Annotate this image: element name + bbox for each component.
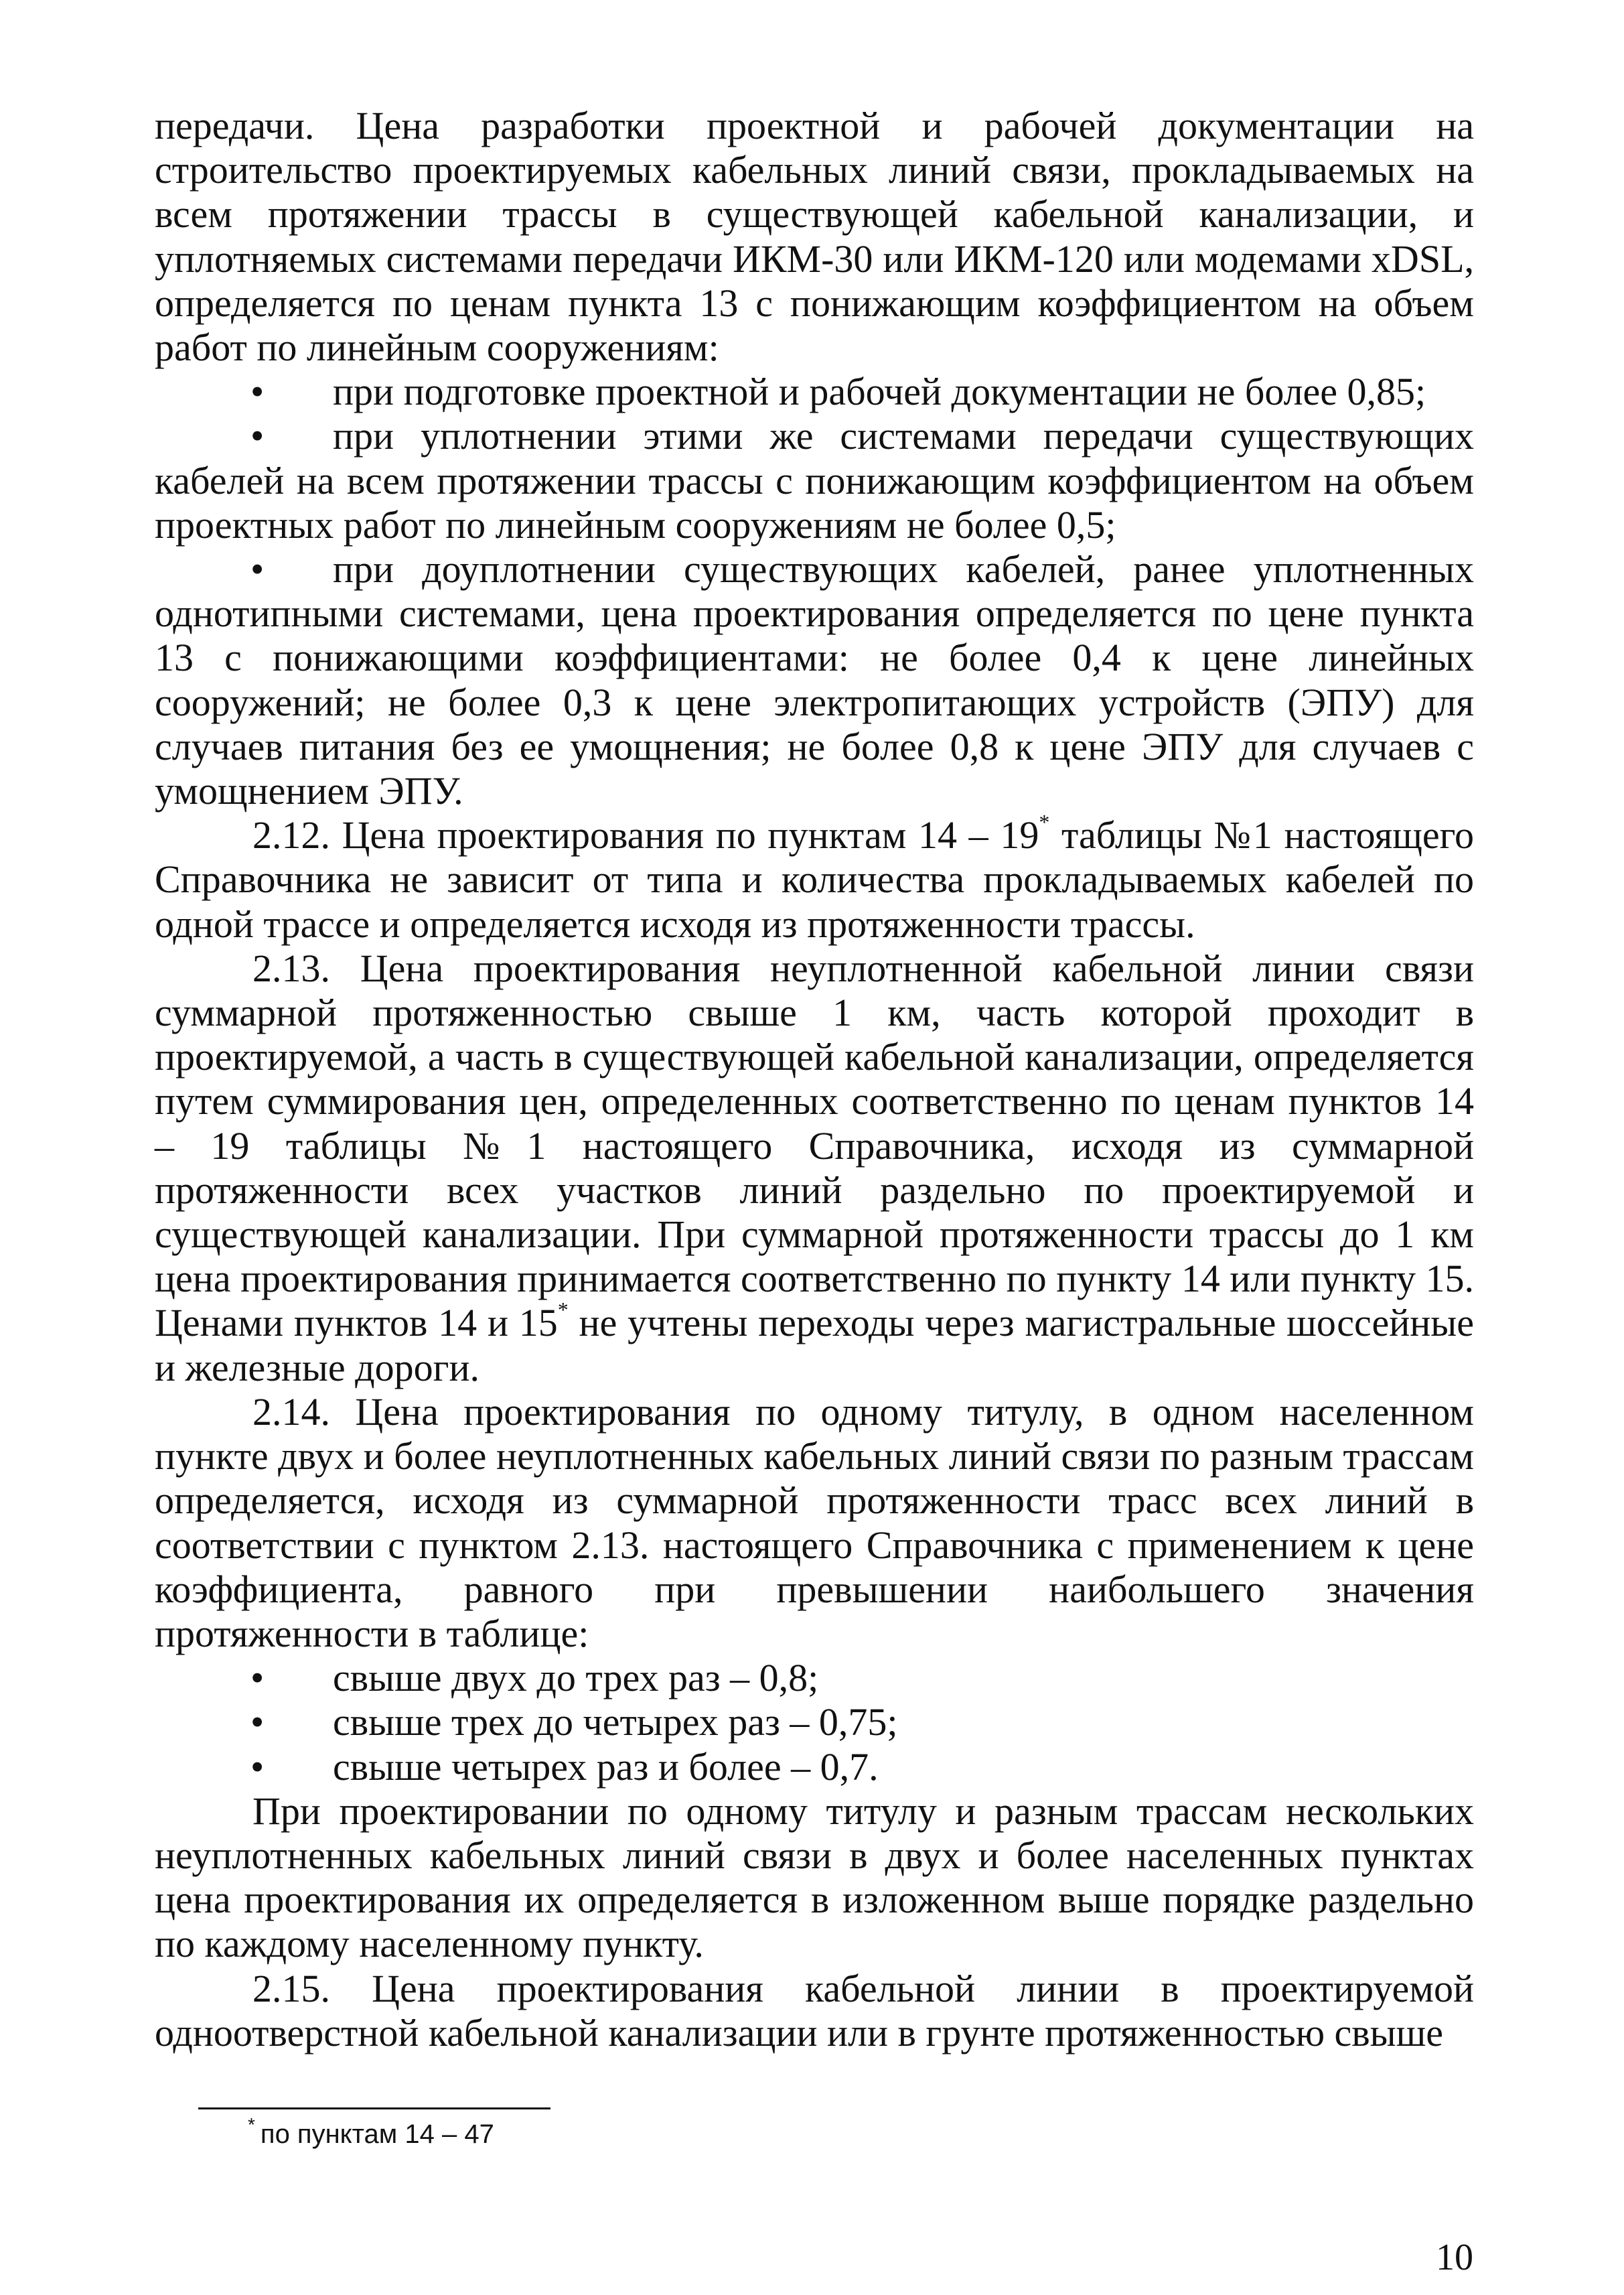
page-number: 10 — [1436, 2237, 1473, 2278]
paragraph — [155, 809, 1475, 947]
paragraph-text: 2.15. Цена проектирования кабельной линии в проектируемой одноотверстной кабельной канализации или в грунте протяженностью свыше — [155, 1966, 1474, 2055]
paragraph — [155, 947, 1474, 1390]
bullet-mark: • — [250, 547, 265, 592]
paragraph — [155, 1967, 1474, 2055]
bullet-item — [155, 414, 1474, 547]
footnote — [248, 2113, 494, 2150]
document-body — [155, 104, 1474, 2055]
bullet-item — [155, 1745, 1474, 1789]
paragraph-text: при подготовке проектной и рабочей документации не более 0,85; — [333, 370, 1426, 414]
paragraph-text: не учтены переходы через магистральные шоссейные и железные дороги. — [155, 1301, 1475, 1389]
paragraph-text: При проектировании по одному титулу и разным трассам нескольких неуплотненных кабельных линий связи в двух и более населенных пунктах цена проектирования их определяется в изложенном выше порядке раздельно по каждому населенному пункту. — [155, 1789, 1474, 1966]
footnote-divider — [198, 2107, 550, 2109]
paragraph-text: 2.13. Цена проектирования неуплотненной кабельной линии связи суммарной протяженностью свыше 1 км, часть которой проходит в проектируемой, а часть в существующей кабельной канализации, определяется путем суммирования цен, определенных соответственно по ценам пунктов 14 – 19 таблицы №1 настоящего Справочника, исходя из суммарной протяженности всех участков линий раздельно по проектируемой и существующей канализации. При суммарной протяженности трассы до 1 км цена проектирования принимается соответственно по пункту 14 или пункту 15. Ценами пунктов 14 и 15 — [155, 946, 1474, 1345]
footnote-marker: * — [248, 2113, 255, 2135]
paragraph-text: при доуплотнении существующих кабелей, ранее уплотненных однотипными системами, цена проектирования определяется по цене пункта 13 с понижающими коэффициентами: не более 0,4 к цене линейных сооружений; не более 0,3 к цене электропитающих устройств (ЭПУ) для случаев питания без ее умощнения; не более 0,8 к цене ЭПУ для случаев с умощнением ЭПУ. — [155, 547, 1474, 813]
paragraph-text: 2.12. Цена проектирования по пунктам 14 – 19 — [252, 813, 1039, 857]
paragraph — [155, 1789, 1474, 1967]
paragraph-text: при уплотнении этими же системами передачи существующих кабелей на всем протяжении трассы с понижающим коэффициентом на объем проектных работ по линейным сооружениям не более 0,5; — [155, 414, 1474, 547]
bullet-item — [155, 1656, 1474, 1700]
footnote-reference: * — [557, 1298, 569, 1322]
paragraph-text: передачи. Цена разработки проектной и рабочей документации на строительство проектируемых кабельных линий связи, прокладываемых на всем протяжении трассы в существующей кабельной канализации, и уплотняемых системами передачи ИКМ-30 или ИКМ-120 или модемами xDSL, определяется по ценам пункта 13 с понижающим коэффициентом на объем работ по линейным сооружениям: — [155, 104, 1474, 370]
paragraph-text: свыше двух до трех раз – 0,8; — [333, 1656, 819, 1700]
footnote-reference: * — [1039, 809, 1050, 834]
paragraph-text: свыше четырех раз и более – 0,7. — [333, 1744, 879, 1789]
bullet-mark: • — [250, 1744, 265, 1789]
footnote-text: по пунктам 14 – 47 — [260, 2119, 494, 2149]
paragraph-text: свыше трех до четырех раз – 0,75; — [333, 1700, 898, 1744]
bullet-mark: • — [250, 1656, 265, 1700]
bullet-item — [155, 547, 1474, 813]
paragraph-text: таблицы №1 настоящего Справочника не зависит от типа и количества прокладываемых кабелей по одной трассе и определяется исходя из протяженности трассы. — [155, 813, 1475, 946]
paragraph-text: 2.14. Цена проектирования по одному титулу, в одном населенном пункте двух и более неуплотненных кабельных линий связи по разным трассам определяется, исходя из суммарной протяженности трасс всех линий в соответствии с пунктом 2.13. настоящего Справочника с применением к цене коэффициента, равного при превышении наибольшего значения протяженности в таблице: — [155, 1389, 1474, 1655]
bullet-mark: • — [250, 414, 265, 458]
bullet-item — [155, 1700, 1474, 1744]
paragraph — [155, 104, 1474, 370]
bullet-mark: • — [250, 370, 265, 414]
bullet-item — [155, 370, 1474, 414]
bullet-mark: • — [250, 1700, 265, 1744]
paragraph — [155, 1390, 1474, 1656]
